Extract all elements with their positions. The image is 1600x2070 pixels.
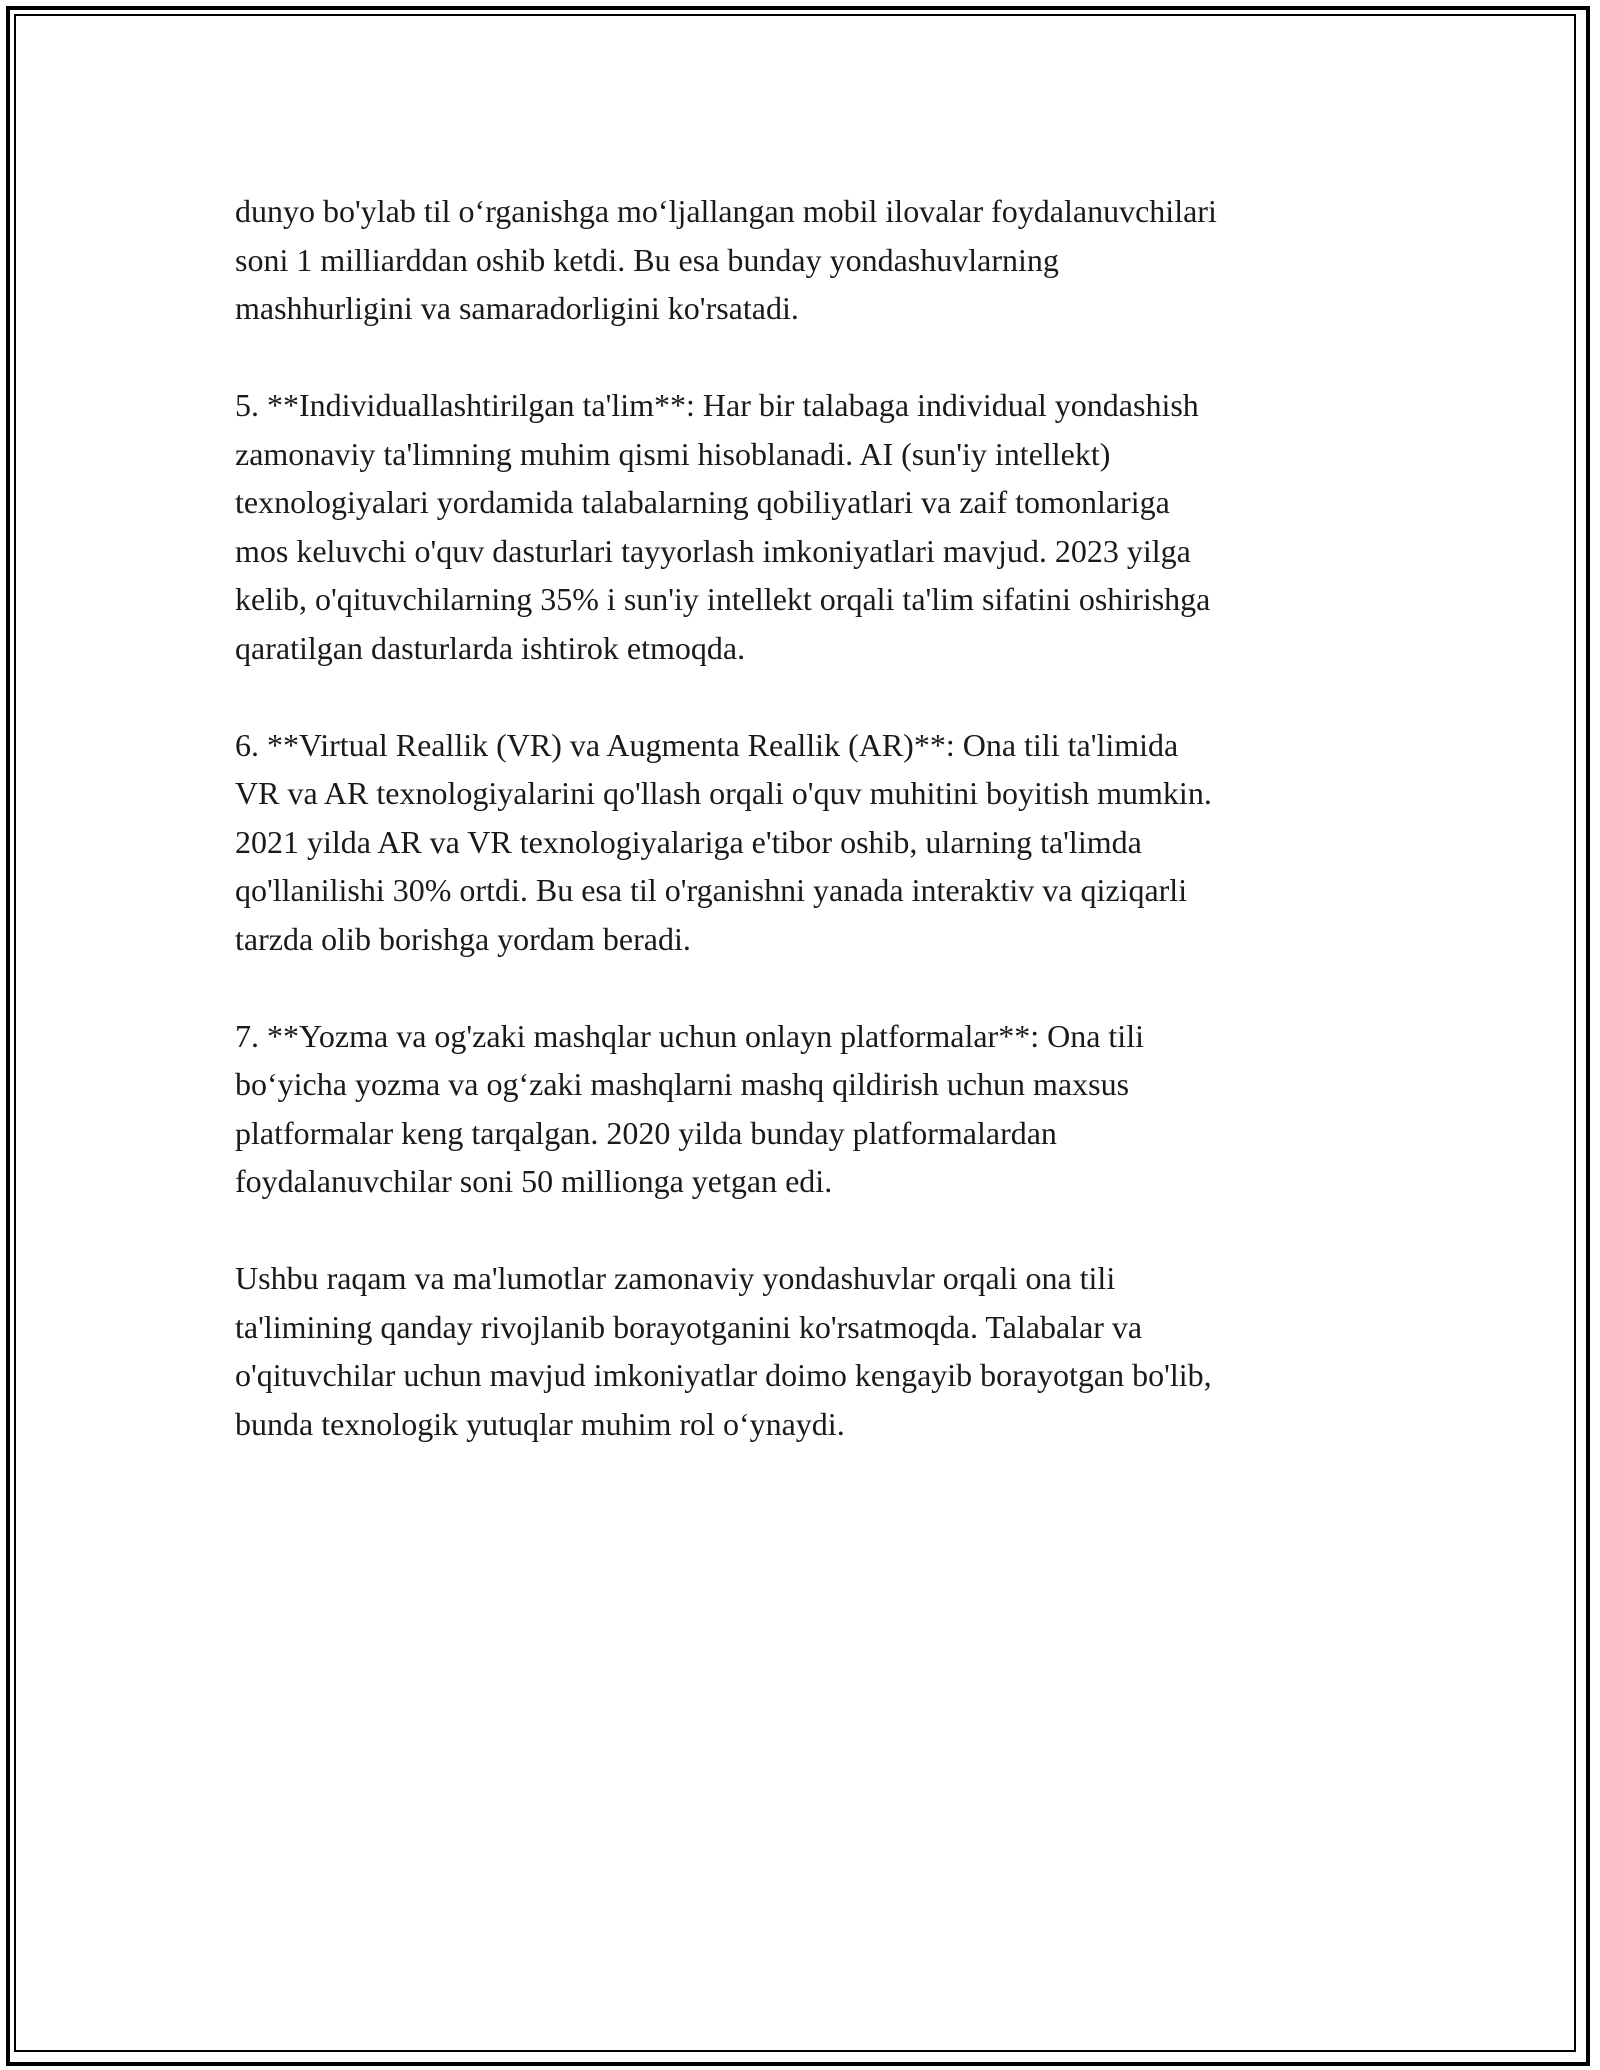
document-body	[235, 187, 1370, 1497]
paragraph-conclusion: Ushbu raqam va ma'lumotlar zamonaviy yondashuvlar orqali ona tili ta'limining qanday rivojlanib borayotganini ko'rsatmoqda. Talabalar va o'qituvchilar uchun mavjud imkoniyatlar doimo kengayib borayotgan bo'lib, bunda texnologik yutuqlar muhim rol o‘ynaydi.	[235, 1260, 1212, 1442]
paragraph-item-5: 5. **Individuallashtirilgan ta'lim**: Har bir talabaga individual yondashish zamonaviy ta'limning muhim qismi hisoblanadi. AI (sun'iy intellekt) texnologiyalari yordamida talabalarning qobiliyatlari va zaif tomonlariga mos keluvchi o'quv dasturlari tayyorlash imkoniyatlari mavjud. 2023 yilga kelib, o'qituvchilarning 35% i sun'iy intellekt orqali ta'lim sifatini oshirishga qaratilgan dasturlarda ishtirok etmoqda.	[235, 387, 1211, 666]
paragraph-item-7: 7. **Yozma va og'zaki mashqlar uchun onlayn platformalar**: Ona tili bo‘yicha yozma va og‘zaki mashqlarni mashq qildirish uchun maxsus platformalar keng tarqalgan. 2020 yilda bunday platformalardan foydalanuvchilar soni 50 millionga yetgan edi.	[235, 1017, 1144, 1199]
paragraph-item-6: 6. **Virtual Reallik (VR) va Augmenta Reallik (AR)**: Ona tili ta'limida VR va AR texnologiyalarini qo'llash orqali o'quv muhitini boyitish mumkin. 2021 yilda AR va VR texnologiyalariga e'tibor oshib, ularning ta'limda qo'llanilishi 30% ortdi. Bu esa til o'rganishni yanada interaktiv va qiziqarli tarzda olib borishga yordam beradi.	[235, 726, 1212, 957]
paragraph-intro-continuation: dunyo bo'ylab til o‘rganishga mo‘ljallangan mobil ilovalar foydalanuvchilari soni 1 milliarddan oshib ketdi. Bu esa bunday yondashuvlarning mashhurligini va samaradorligini ko'rsatadi.	[235, 193, 1217, 326]
